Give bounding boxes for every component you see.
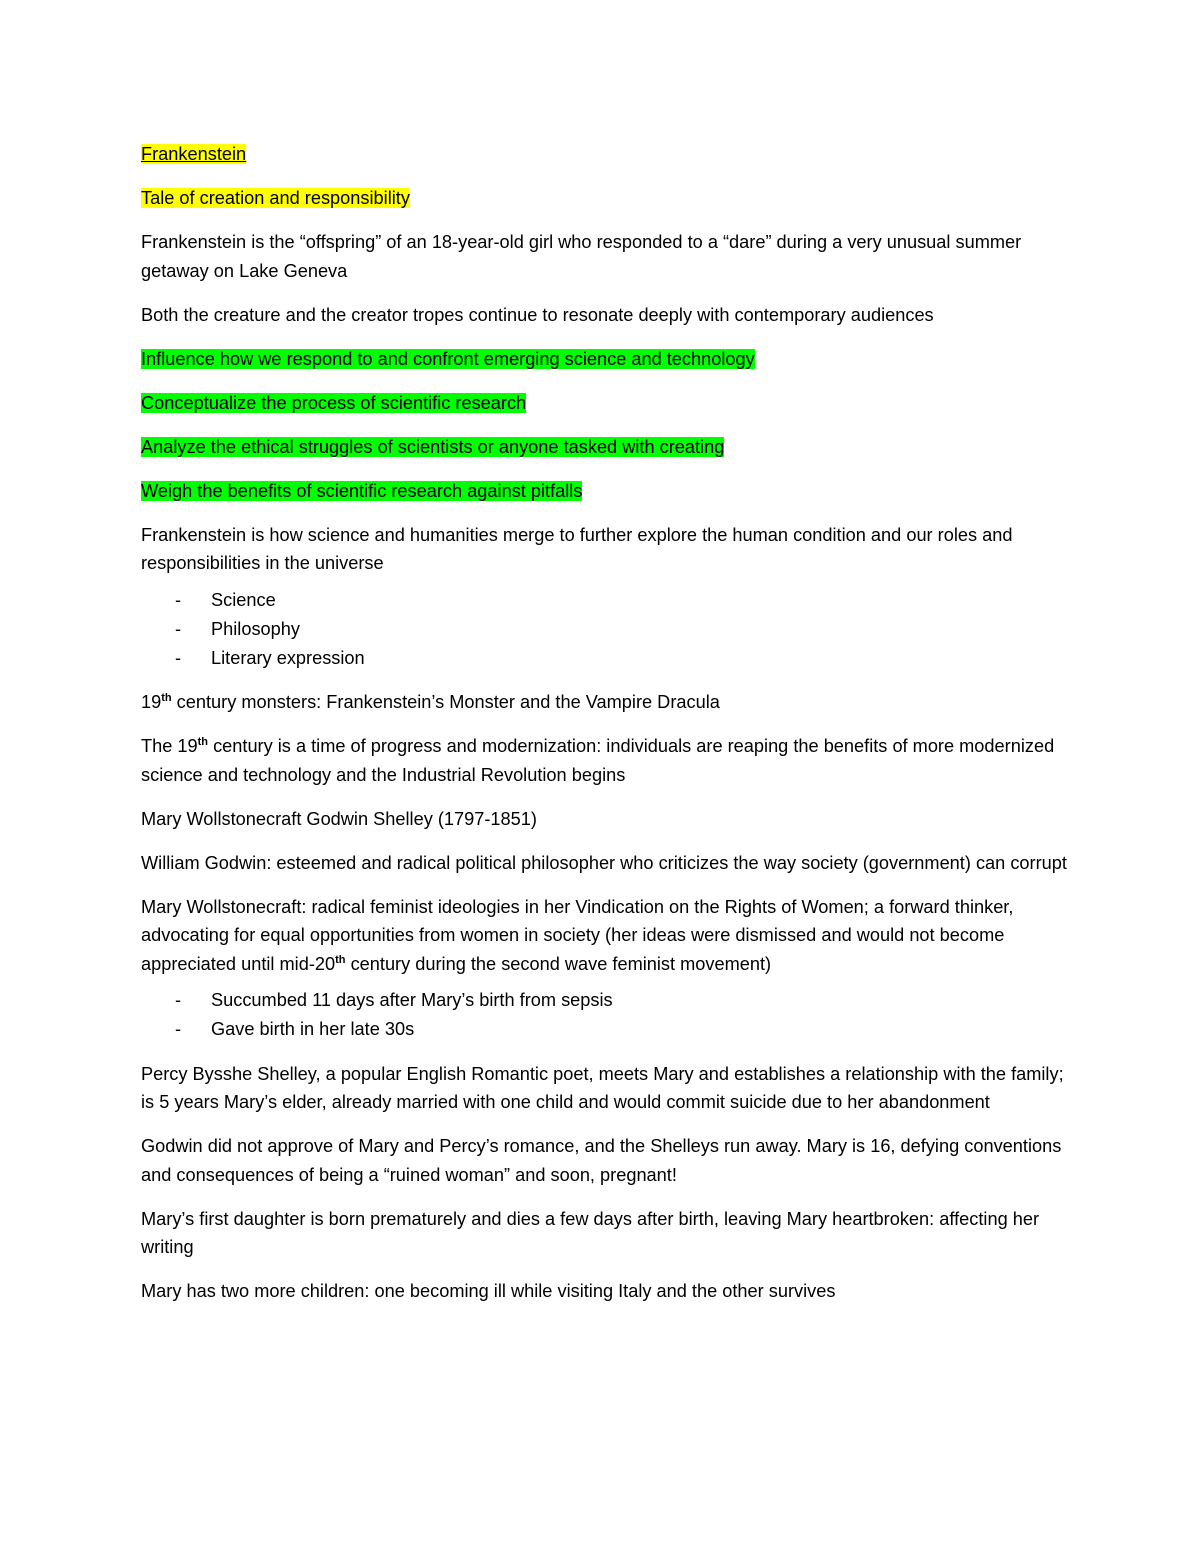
green-point-4: Weigh the benefits of scientific research against pitfalls [141,480,583,501]
list-item [141,1015,1071,1044]
list-item-text: Science [211,589,276,610]
godwin-disapproval-paragraph: Godwin did not approve of Mary and Percy’s romance, and the Shelleys run away. Mary is 16, defying conventions and consequences of being a “ruined woman” and soon, pregnant! [141,1136,1062,1185]
monsters-number: 19 [141,692,162,712]
list-item [141,586,1071,615]
list-item-text: Literary expression [211,647,365,668]
progress-text-after: century is a time of progress and modernization: individuals are reaping the benefits of more modernized science and technology and the Industrial Revolution begins [141,736,1055,785]
doc-subtitle-paragraph [141,184,1071,213]
intro-paragraph-1: Frankenstein is the “offspring” of an 18-year-old girl who responded to a “dare” during a very unusual summer getaway on Lake Geneva [141,232,1022,281]
list-item-text: Philosophy [211,618,300,639]
list-item-text: Succumbed 11 days after Mary’s birth from sepsis [211,990,613,1010]
wollstonecraft-list [141,986,1071,1044]
green-point-2: Conceptualize the process of scientific research [141,392,527,413]
green-point-1: Influence how we respond to and confront emerging science and technology [141,348,755,369]
green-point-2-paragraph [141,389,1071,418]
green-point-3: Analyze the ethical struggles of scientists or anyone tasked with creating [141,436,725,457]
wollstonecraft-text-after: century during the second wave feminist movement) [345,953,772,974]
progress-text-before: The 19 [141,736,198,756]
dash-bullet: - [175,1019,182,1039]
william-godwin-paragraph: William Godwin: esteemed and radical political philosopher who criticizes the way society (government) can corrupt [141,852,1067,873]
list-item [141,615,1071,644]
wollstonecraft-superscript: th [335,953,346,966]
doc-title-paragraph [141,140,1071,169]
monsters-paragraph [141,688,1071,717]
doc-subtitle: Tale of creation and responsibility [141,188,410,208]
merge-list [141,586,1071,673]
list-item [141,986,1071,1015]
monsters-text: century monsters: Frankenstein’s Monster and the Vampire Dracula [171,692,720,712]
progress-paragraph [141,732,1071,789]
green-point-1-paragraph [141,345,1071,374]
list-item-text: Gave birth in her late 30s [211,1019,415,1039]
mary-shelley-paragraph: Mary Wollstonecraft Godwin Shelley (1797-1851) [141,808,537,829]
percy-paragraph: Percy Bysshe Shelley, a popular English Romantic poet, meets Mary and establishes a relationship with the family; is 5 years Mary’s elder, already married with one child and would commit suicide due to her abandonment [141,1063,1064,1112]
wollstonecraft-text-before: Mary Wollstonecraft: radical feminist ideologies in her Vindication on the Rights of Women; a forward thinker, advocating for equal opportunities from women in society (her ideas were dismissed and would not become appreciated until mid-20 [141,896,1014,974]
dash-bullet: - [175,647,182,668]
doc-title: Frankenstein [141,144,247,164]
green-point-4-paragraph [141,477,1071,506]
merge-paragraph: Frankenstein is how science and humanities merge to further explore the human condition and our roles and responsibilities in the universe [141,524,1013,573]
green-point-3-paragraph [141,433,1071,462]
monsters-superscript: th [161,691,172,704]
list-item [141,644,1071,673]
progress-superscript: th [197,735,209,748]
dash-bullet: - [175,990,182,1010]
dash-bullet: - [175,618,182,639]
intro-paragraph-2: Both the creature and the creator tropes continue to resonate deeply with contemporary audiences [141,304,934,325]
document-body [141,140,1071,1321]
first-daughter-paragraph: Mary’s first daughter is born prematurely and dies a few days after birth, leaving Mary heartbroken: affecting her writing [141,1208,1040,1257]
dash-bullet: - [175,589,182,610]
wollstonecraft-paragraph [141,893,1071,979]
two-children-paragraph: Mary has two more children: one becoming ill while visiting Italy and the other survives [141,1281,836,1301]
